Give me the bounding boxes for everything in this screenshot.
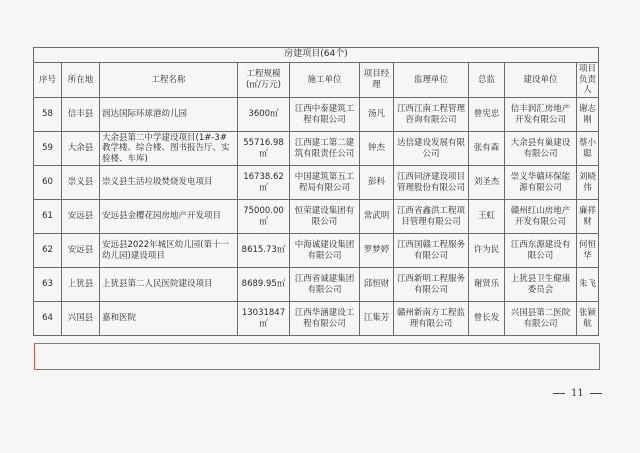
cell-chief: 曾宪忠 [469,98,505,132]
cell-owner: 信丰润汇房地产开发有限公司 [505,98,577,132]
cell-scale: 55716.98㎡ [238,132,290,166]
cell-county: 安远县 [62,200,100,234]
cell-chief: 张有森 [469,132,505,166]
cell-lead: 谢志刚 [577,98,599,132]
header-no: 序号 [34,63,62,98]
cell-no: 62 [34,234,62,268]
cell-pm: 罗梦婷 [360,234,394,268]
cell-owner: 赣州红山房地产开发有限公司 [505,200,577,234]
cell-scale: 13031847㎡ [238,302,290,336]
header-supervisor: 监理单位 [394,63,469,98]
header-chief: 总监 [469,63,505,98]
cell-builder: 江西建工第二建筑有限责任公司 [290,132,360,166]
cell-scale: 16738.62㎡ [238,166,290,200]
category-row [34,48,599,63]
page-footer [547,388,608,399]
cell-county: 信丰县 [62,98,100,132]
table-row [34,132,599,166]
cell-supervisor: 江西江南工程管理咨询有限公司 [394,98,469,132]
cell-owner: 崇义华赣环保能源有限公司 [505,166,577,200]
table-row [34,302,599,336]
cell-supervisor: 江西国赣工程服务有限公司 [394,234,469,268]
projects-table [33,47,599,336]
cell-no: 60 [34,166,62,200]
cell-supervisor: 江西同济建设项目管理股份有限公司 [394,166,469,200]
cell-pm: 彭科 [360,166,394,200]
cell-supervisor: 达信建设发展有限公司 [394,132,469,166]
cell-scale: 8615.73㎡ [238,234,290,268]
cell-no: 59 [34,132,62,166]
table-row [34,234,599,268]
header-scale: 工程规模(㎡/万元) [238,63,290,98]
cell-lead: 何恒华 [577,234,599,268]
cell-builder: 江西华涵建设工程有限公司 [290,302,360,336]
cell-builder: 恒荣建设集团有限公司 [290,200,360,234]
footer-dash-right [590,393,602,394]
cell-scale: 8689.95㎡ [238,268,290,302]
cell-chief: 曾长发 [469,302,505,336]
cell-pm: 常武明 [360,200,394,234]
cell-pm: 邱恒财 [360,268,394,302]
cell-owner: 大余县有巢建设有限公司 [505,132,577,166]
cell-owner: 兴国县第二医院有限公司 [505,302,577,336]
cell-scale: 3600㎡ [238,98,290,132]
cell-owner: 上犹县卫生健康委员会 [505,268,577,302]
cell-pm: 江集芳 [360,302,394,336]
cell-lead: 刘晓伟 [577,166,599,200]
page-number: 11 [571,388,584,399]
header-owner: 建设单位 [505,63,577,98]
header-row [34,63,599,98]
cell-name: 润达国际环球港幼儿园 [100,98,238,132]
table-row [34,166,599,200]
highlight-box [34,343,600,370]
header-lead: 项目负责人 [577,63,599,98]
cell-county: 上犹县 [62,268,100,302]
cell-no: 61 [34,200,62,234]
cell-lead: 蔡小聪 [577,132,599,166]
cell-pm: 钟杰 [360,132,394,166]
table-row [34,200,599,234]
header-pm: 项目经理 [360,63,394,98]
header-county: 所在地 [62,63,100,98]
cell-supervisor: 江西省鑫洪工程项目管理有限公司 [394,200,469,234]
cell-builder: 中海诚建设集团有限公司 [290,234,360,268]
cell-builder: 江西省诚建集团有限公司 [290,268,360,302]
cell-no: 63 [34,268,62,302]
cell-name: 安远县2022年城区幼儿园(第十一幼儿园)建设项目 [100,234,238,268]
cell-scale: 75000.00㎡ [238,200,290,234]
cell-county: 大余县 [62,132,100,166]
cell-chief: 刘圣杰 [469,166,505,200]
category-title: 房建项目(64个) [34,48,599,63]
cell-pm: 汤凡 [360,98,394,132]
cell-lead: 朱飞 [577,268,599,302]
cell-county: 安远县 [62,234,100,268]
cell-builder: 中国建筑第五工程局有限公司 [290,166,360,200]
cell-county: 崇义县 [62,166,100,200]
table-body [34,98,599,336]
cell-owner: 江西东源建设有限公司 [505,234,577,268]
cell-name: 上犹县第二人民医院建设项目 [100,268,238,302]
cell-chief: 谢贤乐 [469,268,505,302]
cell-name: 大余县第二中学建设项目(1#-3#教学楼、综合楼、图书报告厅、实验楼、车库) [100,132,238,166]
cell-no: 64 [34,302,62,336]
cell-chief: 王虹 [469,200,505,234]
cell-lead: 张颖航 [577,302,599,336]
cell-name: 安远县金樱花园房地产开发项目 [100,200,238,234]
cell-no: 58 [34,98,62,132]
header-builder: 施工单位 [290,63,360,98]
table-row [34,98,599,132]
cell-name: 嘉和医院 [100,302,238,336]
header-name: 工程名称 [100,63,238,98]
cell-builder: 江西中泰建筑工程有限公司 [290,98,360,132]
table-row [34,268,599,302]
cell-chief: 许为民 [469,234,505,268]
cell-supervisor: 江西新明工程服务有限公司 [394,268,469,302]
cell-lead: 廉祥财 [577,200,599,234]
cell-county: 兴国县 [62,302,100,336]
cell-name: 崇义县生活垃圾焚烧发电项目 [100,166,238,200]
footer-dash-left [553,393,565,394]
cell-supervisor: 赣州新南方工程监理有限公司 [394,302,469,336]
